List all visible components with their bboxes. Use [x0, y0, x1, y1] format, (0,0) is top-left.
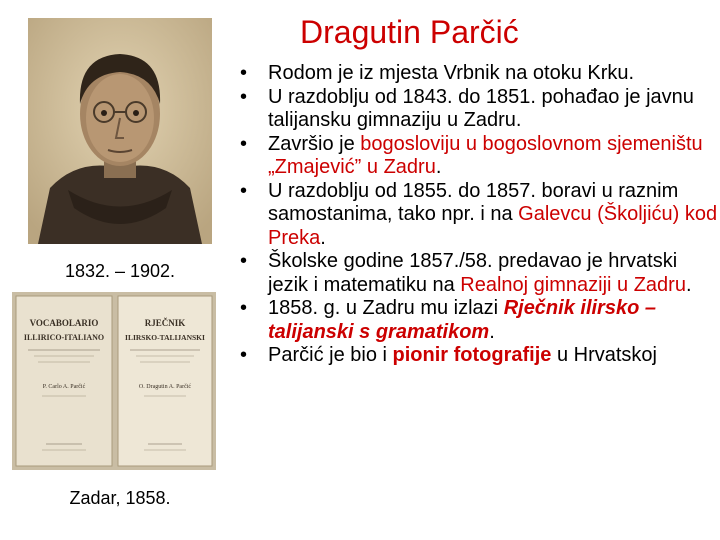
bullet-text: .	[685, 273, 692, 296]
bullet-glyph: •	[240, 132, 248, 155]
right-cover-title-1: RJEČNIK	[144, 318, 186, 328]
bullet-glyph: •	[240, 179, 248, 202]
highlight-text: Rječnik ilirsko – talijanski s gramatikom	[268, 297, 656, 343]
bullet-glyph: •	[240, 250, 248, 272]
books-photo	[12, 292, 216, 470]
slide-title: Dragutin Parčić	[300, 14, 519, 50]
books-caption: Zadar, 1858.	[28, 484, 212, 512]
highlight-text: bogosloviju u bogoslovnom sjemeništu „Zmajević” u Zadru	[268, 132, 703, 178]
bullet-text: u Hrvatskoj	[551, 344, 657, 366]
bullet-text: U razdoblju od 1855. do 1857. boravi u raznim samostanima, tako npr. i na	[268, 179, 679, 225]
bullet-item	[240, 133, 718, 180]
left-cover-title-1: VOCABOLARIO	[29, 318, 99, 328]
bullet-glyph: •	[240, 297, 248, 319]
bullet-item	[240, 180, 718, 251]
bullet-text: 1858. g. u Zadru mu izlazi	[268, 297, 504, 319]
highlight-text: Realnoj gimnaziji u Zadru	[460, 273, 686, 296]
highlight-text: Galevcu (Školjiću) kod Preka	[268, 203, 718, 249]
right-cover-author: O. Dragutin A. Parčić	[138, 384, 192, 390]
bullet-text: .	[435, 156, 442, 178]
bullet-item	[240, 250, 718, 297]
right-cover-title-2: ILIRSKO-TALIJANSKI	[125, 333, 205, 342]
bullet-text: Parčić je bio i	[268, 344, 393, 366]
highlight-text: pionir fotografije	[392, 344, 552, 366]
bullet-text: Završio je	[268, 132, 361, 155]
bullet-text: Rodom je iz mjesta Vrbnik na otoku Krku.	[268, 62, 635, 84]
bullet-text: .	[489, 320, 495, 343]
bullet-list	[240, 62, 718, 368]
bullet-item	[240, 62, 718, 86]
bullet-glyph: •	[240, 85, 248, 108]
bullet-text: U razdoblju od 1843. do 1851. pohađao je javnu talijansku gimnaziju u Zadru.	[268, 85, 694, 131]
bullet-glyph: •	[240, 344, 248, 366]
portrait-years-caption: 1832. – 1902.	[28, 258, 212, 284]
bullet-item	[240, 344, 718, 368]
bullet-text: .	[320, 226, 326, 249]
portrait-photo	[28, 18, 212, 244]
left-cover-title-2: ILLIRICO-ITALIANO	[23, 333, 105, 342]
bullet-item	[240, 297, 718, 344]
bullet-text: Školske godine 1857./58. predavao je hrvatski jezik i matematiku na	[268, 250, 678, 296]
left-cover-author: P. Carlo A. Parčić	[42, 384, 86, 390]
bullet-item	[240, 86, 718, 133]
bullet-glyph: •	[240, 62, 248, 84]
